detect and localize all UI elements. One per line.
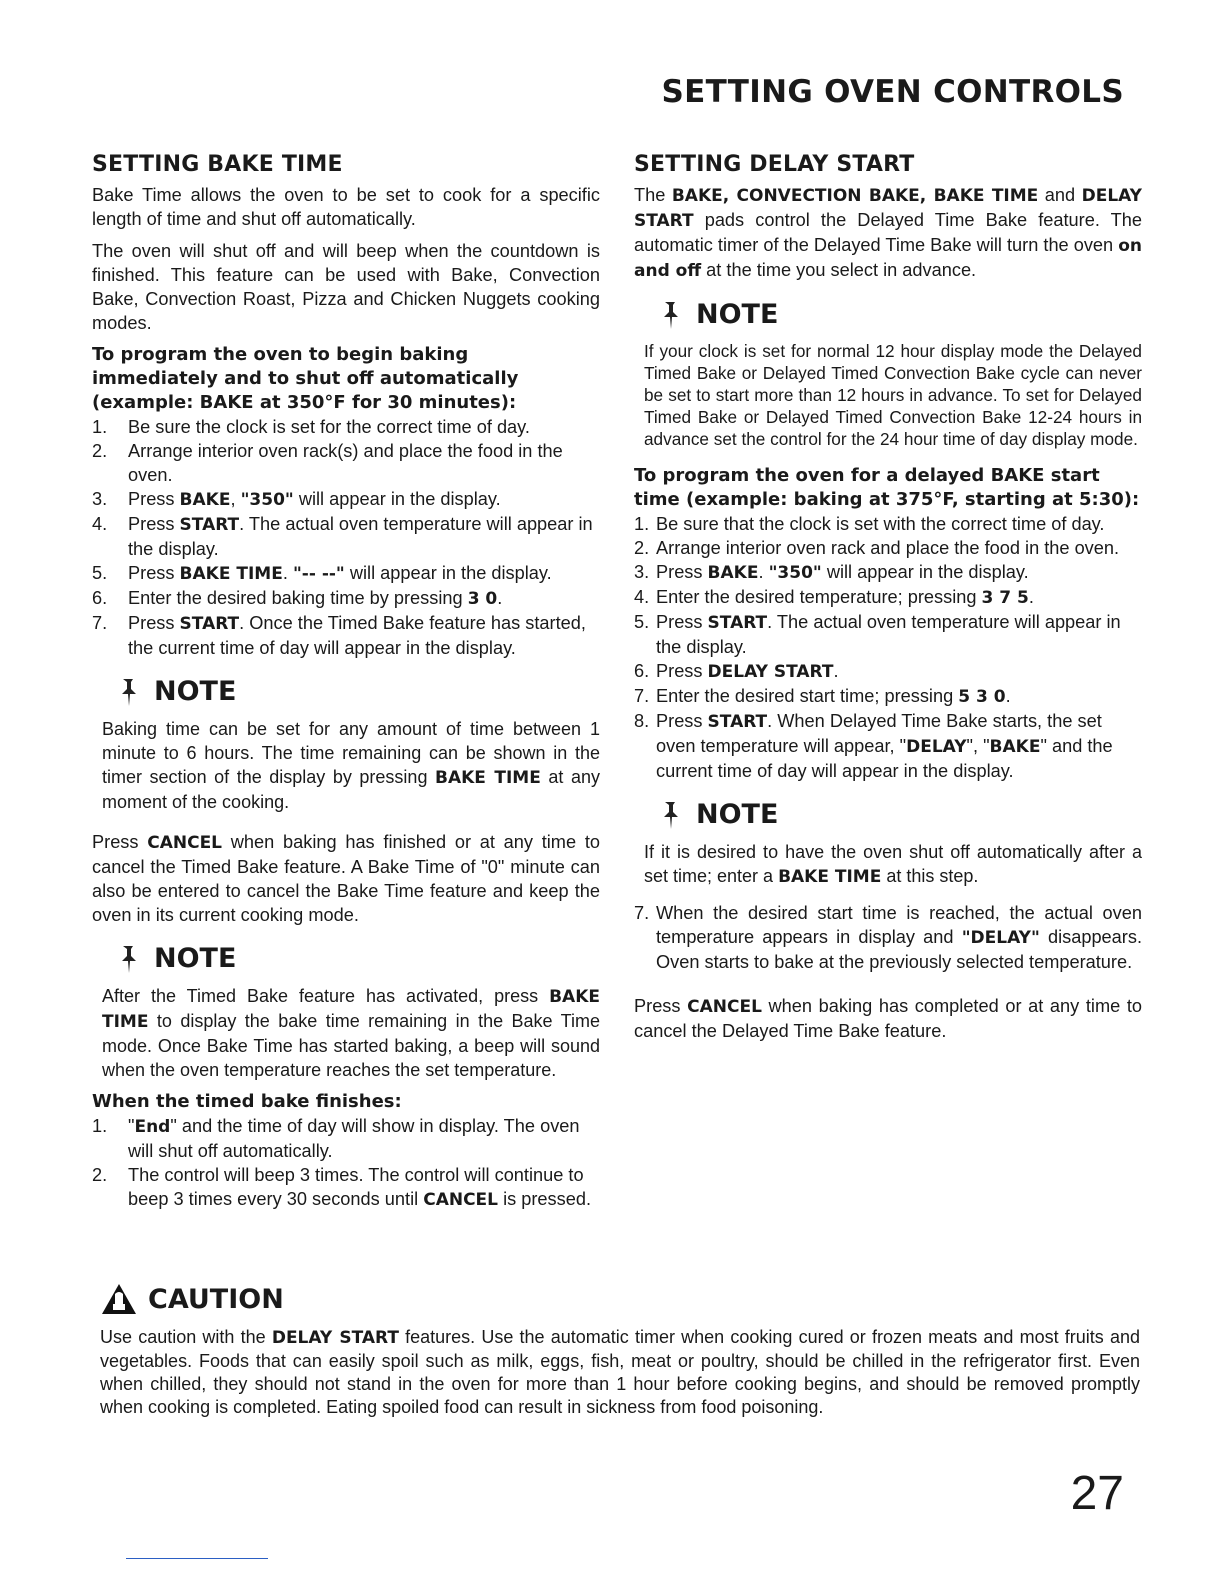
program-delay-heading: To program the oven for a delayed BAKE start time (example: baking at 375°F, starting at 5:30):: [634, 465, 1140, 510]
list-item: 6. Enter the desired baking time by pressing 3 0.: [92, 588, 503, 609]
note-label: NOTE: [154, 943, 237, 974]
bake-time-description: The oven will shut off and will beep when the countdown is finished. This feature can be used with Bake, Convection Bake, Convection Roast, Pizza and Chicken Nuggets cooking modes.: [92, 241, 600, 333]
pushpin-icon: [118, 944, 140, 974]
list-item: 7. Press START. Once the Timed Bake feature has started, the current time of day will appear in the display.: [92, 613, 586, 658]
list-item: 8. Press START. When Delayed Time Bake starts, the set oven temperature will appear, "DELAY", "BAKE" and the current time of day will appear in the display.: [634, 711, 1113, 781]
bake-time-steps: [92, 415, 600, 660]
section-heading-delay-start: SETTING DELAY START: [634, 152, 915, 177]
delay-start-steps: [634, 512, 1142, 783]
note-text: Baking time can be set for any amount of time between 1 minute to 6 hours. The time remaining can be shown in the timer section of the display by pressing BAKE TIME at any moment of the cooking.: [102, 719, 600, 812]
section-heading-bake-time: SETTING BAKE TIME: [92, 152, 343, 177]
warning-icon: [100, 1282, 138, 1316]
list-item: 2. Arrange interior oven rack and place the food in the oven.: [634, 538, 1120, 558]
caution-text: Use caution with the DELAY START features. Use the automatic timer when cooking cured or frozen meats and most fruits and vegetables. Foods that can easily spoil such as milk, eggs, fish, meat or poultry, should be chilled in the refrigerator first. Even when chilled, they should not stand in the oven for more than 1 hour before cooking begins, and should be removed promptly when cooking is completed. Eating spoiled food can result in sickness from food poisoning.: [100, 1327, 1141, 1417]
finish-heading: When the timed bake finishes:: [92, 1091, 402, 1112]
list-item: 5. Press BAKE TIME. "-- --" will appear in the display.: [92, 563, 552, 584]
list-item: 7. Enter the desired start time; pressing 5 3 0.: [634, 686, 1011, 707]
list-item: 4. Press START. The actual oven temperature will appear in the display.: [92, 514, 593, 559]
caution-block: [100, 1282, 1140, 1419]
pushpin-icon: [660, 300, 682, 330]
program-heading: To program the oven to begin baking immediately and to shut off automatically (example: BAKE at 350°F for 30 minutes):: [92, 344, 519, 413]
note-text: After the Timed Bake feature has activated, press BAKE TIME to display the bake time remaining in the Bake Time mode. Once Bake Time has started baking, a beep will sound when the oven temperature reaches the set temperature.: [102, 986, 600, 1080]
left-column: [92, 152, 600, 1216]
note-bake-time-step: [634, 799, 1142, 889]
list-item: 1. Be sure the clock is set for the correct time of day.: [92, 417, 530, 437]
list-item: 7. When the desired start time is reached, the actual oven temperature appears in display and "DELAY" disappears. Oven starts to bake at the previously selected temperature.: [634, 903, 1142, 972]
note-text: If it is desired to have the oven shut off automatically after a set time; enter a BAKE TIME at this step.: [644, 842, 1142, 887]
footer-rule: [126, 1558, 268, 1559]
cancel-bake-time-text: Press CANCEL when baking has finished or at any time to cancel the Timed Bake feature. A Bake Time of "0" minute can also be entered to cancel the Bake Time feature and keep the oven in its current cooking mode.: [92, 832, 600, 925]
finish-steps: [92, 1114, 600, 1212]
delay-start-final-step: [634, 901, 1142, 974]
note-timed-bake: [92, 943, 600, 1082]
list-item: 5. Press START. The actual oven temperature will appear in the display.: [634, 612, 1121, 657]
pushpin-icon: [660, 800, 682, 830]
list-item: 6. Press DELAY START.: [634, 661, 839, 682]
caution-label: CAUTION: [148, 1283, 284, 1315]
list-item: 4. Enter the desired temperature; pressing 3 7 5.: [634, 587, 1034, 608]
note-label: NOTE: [696, 299, 779, 330]
list-item: 2. Arrange interior oven rack(s) and place the food in the oven.: [92, 441, 563, 485]
list-item: 3. Press BAKE, "350" will appear in the display.: [92, 489, 501, 510]
delay-start-intro: The BAKE, CONVECTION BAKE, BAKE TIME and DELAY START pads control the Delayed Time Bake feature. The automatic timer of the Delayed Time Bake will turn the oven on and off at the time you select in advance.: [634, 185, 1143, 281]
list-item: 1. "End" and the time of day will show in display. The oven will shut off automatically.: [92, 1116, 580, 1161]
page-number: 27: [1070, 1467, 1124, 1520]
bake-time-intro: Bake Time allows the oven to be set to cook for a specific length of time and shut off automatically.: [92, 185, 600, 229]
page-title: SETTING OVEN CONTROLS: [661, 74, 1124, 110]
note-label: NOTE: [154, 676, 237, 707]
note-12-hour: [634, 299, 1142, 450]
note-baking-time: [92, 676, 600, 814]
list-item: 2. The control will beep 3 times. The control will continue to beep 3 times every 30 seconds until CANCEL is pressed.: [92, 1165, 592, 1210]
right-column: [634, 152, 1142, 1051]
list-item: 3. Press BAKE. "350" will appear in the display.: [634, 562, 1029, 583]
note-text: If your clock is set for normal 12 hour display mode the Delayed Timed Bake or Delayed Timed Convection Bake cycle can never be set to start more than 12 hours in advance. To set for Delayed Timed Bake or Delayed Timed Convection Bake 12-24 hours in advance set the control for the 24 hour time of day display mode.: [644, 341, 1142, 449]
cancel-delay-text: Press CANCEL when baking has completed or at any time to cancel the Delayed Time Bake feature.: [634, 996, 1143, 1041]
note-label: NOTE: [696, 799, 779, 830]
list-item: 1. Be sure that the clock is set with the correct time of day.: [634, 514, 1105, 534]
pushpin-icon: [118, 677, 140, 707]
